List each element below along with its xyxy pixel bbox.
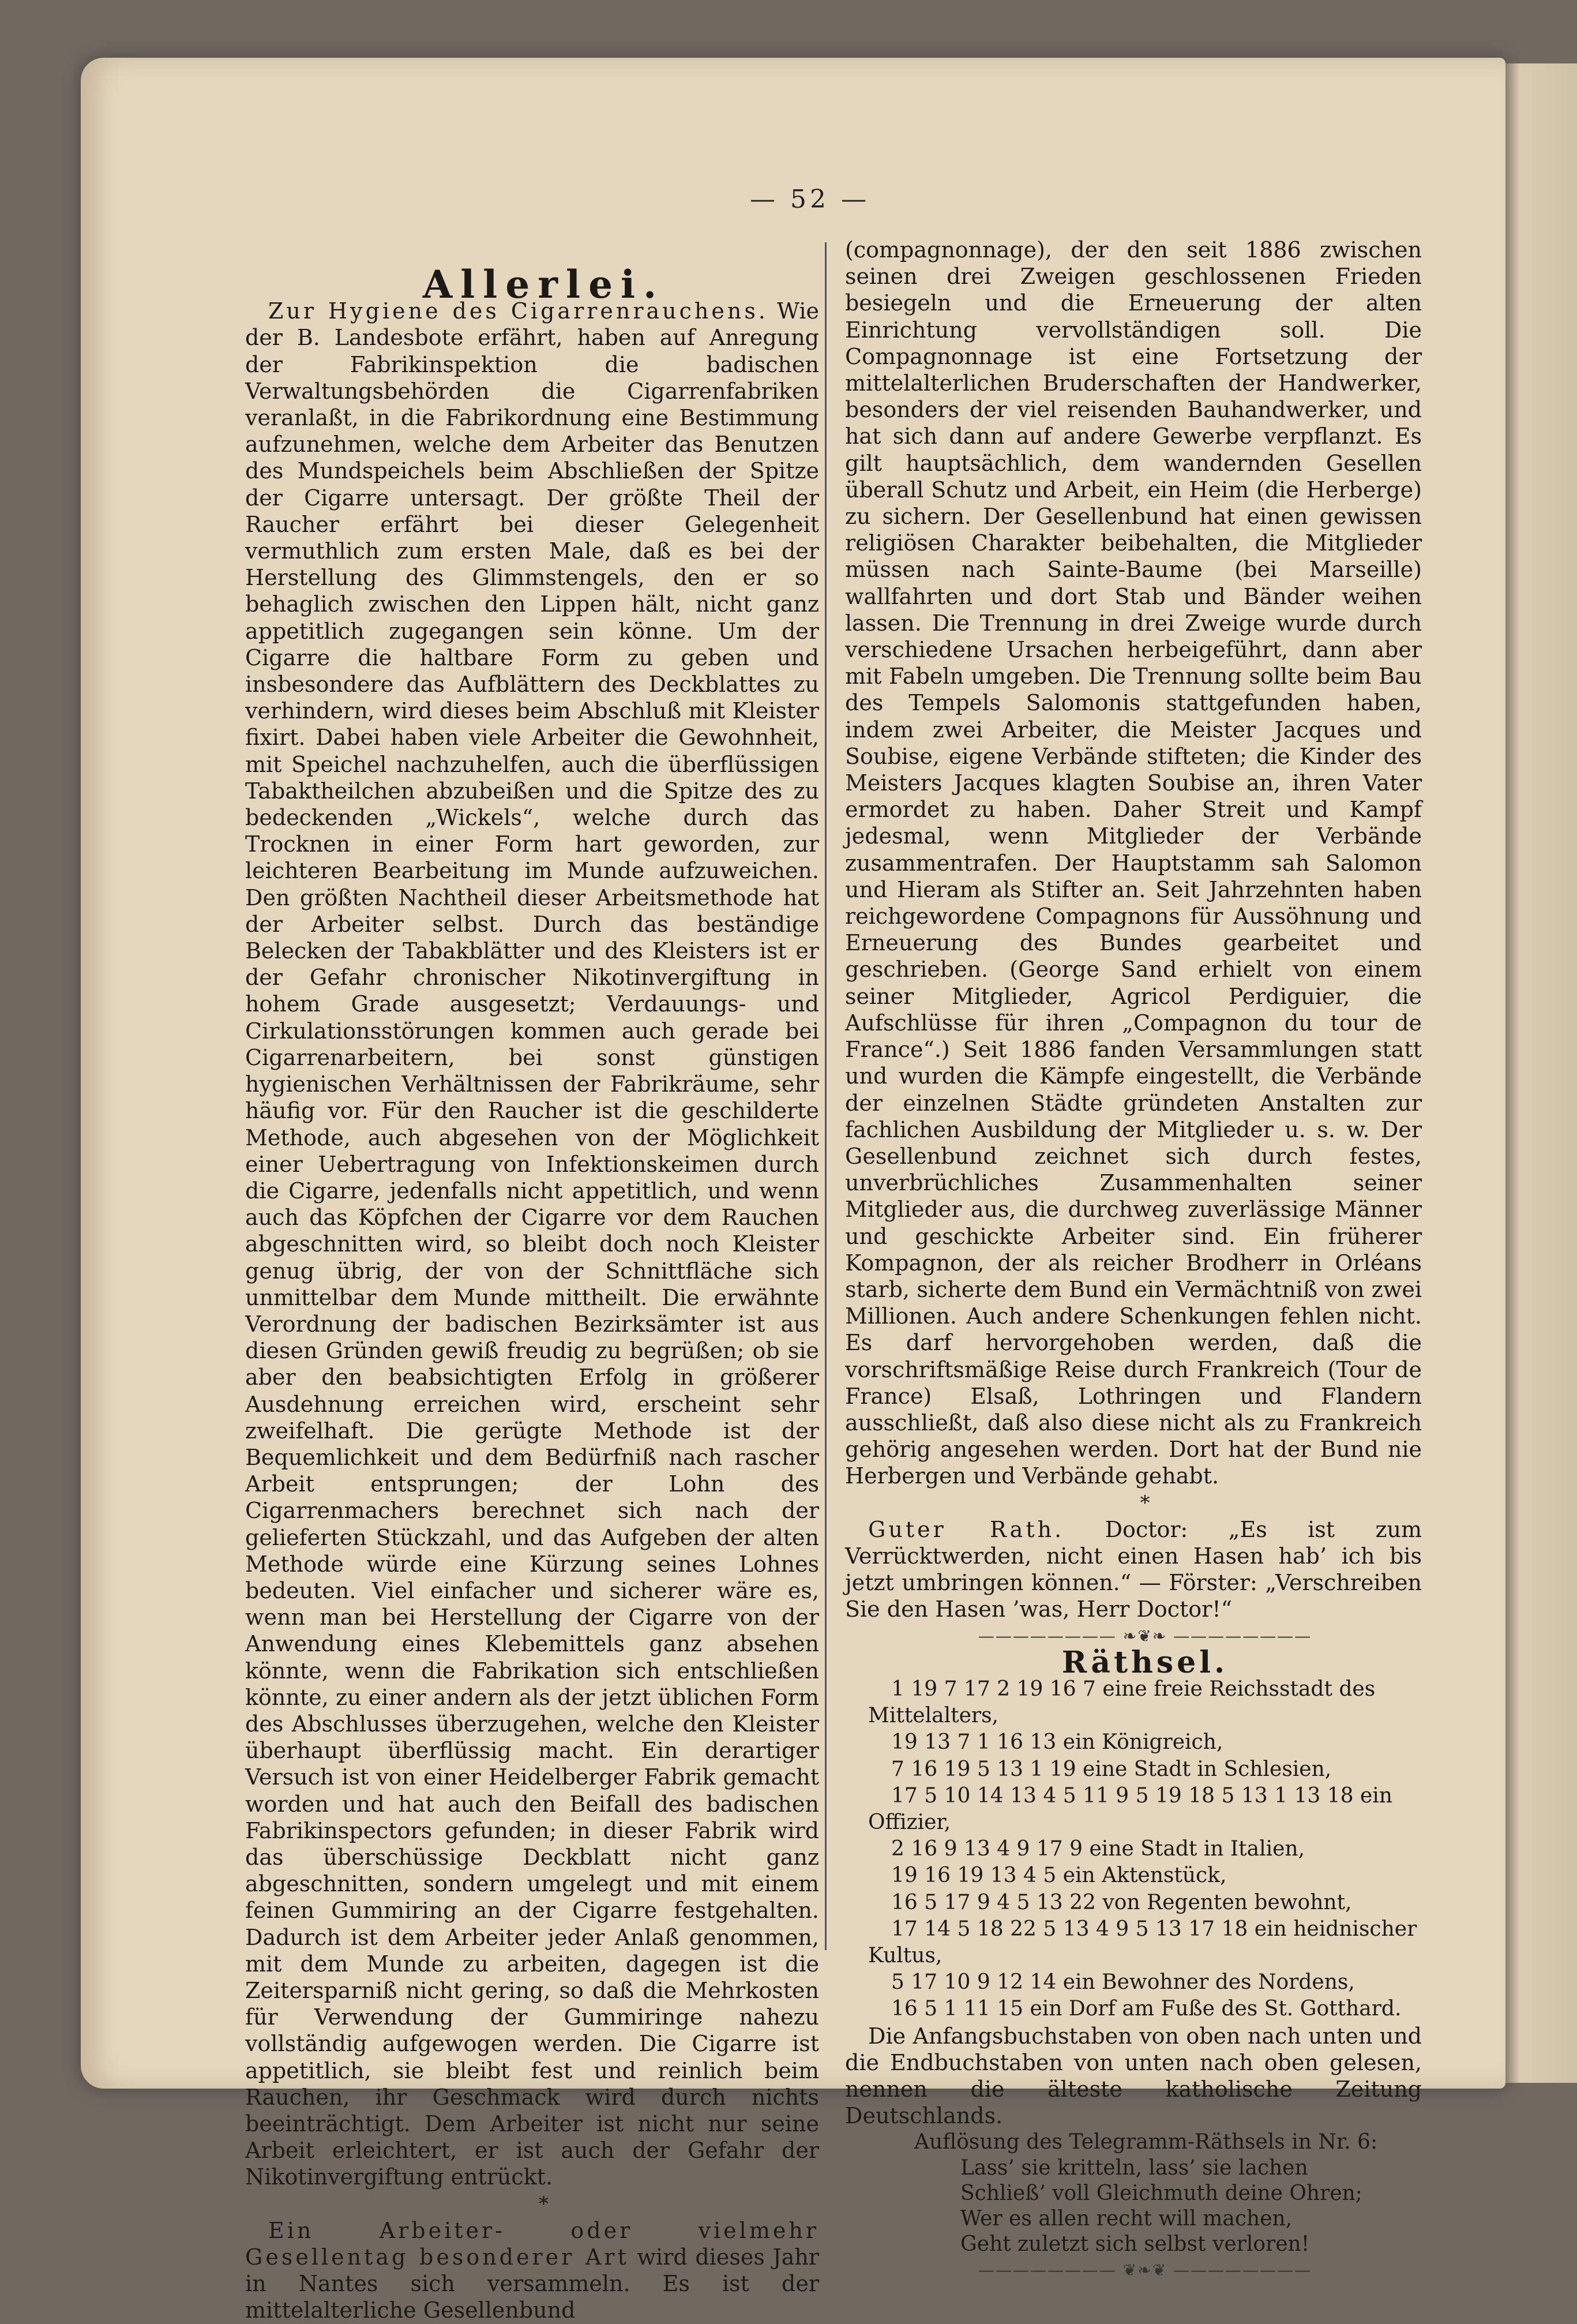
verse-line: Geht zuletzt sich selbst verloren!	[960, 2232, 1310, 2256]
ornament-divider-bottom: ———————— ❦❧❦ ————————	[978, 2261, 1312, 2280]
riddle-note: Die Anfangsbuchstaben von oben nach unten und die Endbuchstaben von unten nach oben gelesen, nennen die älteste katholische Zeitung Deutschlands.	[845, 2023, 1422, 2129]
page-number: — 52 —	[750, 185, 870, 214]
article-hygiene	[245, 298, 819, 2190]
ornament-divider: ———————— ❧❦❧ ————————	[978, 1626, 1312, 1645]
riddle-line: 17 5 10 14 13 4 5 11 9 5 19 18 5 13 1 13 18 ein Offizier,	[868, 1783, 1392, 1834]
riddle-line: 5 17 10 9 12 14 ein Bewohner des Nordens,	[891, 1970, 1355, 1995]
verse-line: Schließ’ voll Gleichmuth deine Ohren;	[960, 2181, 1362, 2206]
separator-star: *	[539, 2192, 549, 2216]
riddle-line: 19 16 19 13 4 5 ein Aktenstück,	[891, 1864, 1227, 1888]
article-gesellentag-text: wird dieses Jahr in Nantes sich versammeln. Es ist der mittelalterliche Gesellenbund	[245, 2244, 820, 2323]
article-gesellentag-lead: Ein Arbeiter- oder vielmehr Gesellentag besonderer Art	[245, 2217, 819, 2270]
riddle-line: 16 5 1 11 15 ein Dorf am Fuße des St. Gotthard.	[891, 1997, 1402, 2021]
column-divider	[825, 242, 827, 1950]
solution-title: Auflösung des Telegramm-Räthsels in Nr. 6:	[914, 2130, 1378, 2154]
left-column	[245, 262, 820, 2324]
solution-verse	[845, 2156, 1422, 2257]
article-gesellentag-continued: (compagnonnage), der den seit 1886 zwischen seinen drei Zweigen geschlossenen Frieden besiegeln und die Erneuerung der alten Einrichtung vervollständigen soll. Die Compagnonnage ist eine Fortsetzung der mittelalterlichen Bruderschaften der Handwerker, besonders der viel reisenden Bauhandwerker, und hat sich dann auf andere Gewerbe verpflanzt. Es gilt hauptsächlich, dem wandernden Gesellen überall Schutz und Arbeit, ein Heim (die Herberge) zu sichern. Der Gesellenbund hat einen gewissen religiösen Charakter beibehalten, die Mitglieder müssen nach Sainte-Baume (bei Marseille) wallfahrten und dort Stab und Bänder weihen lassen. Die Trennung in drei Zweige wurde durch verschiedene Ursachen herbeigeführt, dann aber mit Fabeln umgeben. Die Trennung sollte beim Bau des Tempels Salomonis stattgefunden haben, indem zwei Arbeiter, die Meister Jacques und Soubise, eigene Verbände stifteten; die Kinder des Meisters Jacques klagten Soubise an, ihren Vater ermordet zu haben. Daher Streit und Kampf jedesmal, wenn Mitglieder der Verbände zusammentrafen. Der Hauptstamm sah Salomon und Hieram als Stifter an. Seit Jahrzehnten haben reichgewordene Compagnons für Aussöhnung und Erneuerung des Bundes gearbeitet und geschrieben. (George Sand erhielt von einem seiner Mitglieder, Agricol Perdiguier, die Aufschlüsse für ihren „Compagnon du tour de France“.) Seit 1886 fanden Versammlungen statt und wurden die Kämpfe eingestellt, die Verbände der einzelnen Städte gründeten Anstalten zur fachlichen Ausbildung der Mitglieder u. s. w. Der Gesellenbund zeichnet sich durch festes, unverbrüchliches Zusammenhalten seiner Mitglieder aus, die durchweg zuverlässige Männer und geschickte Arbeiter sind. Ein früherer Kompagnon, der als reicher Brodherr in Orléans starb, sicherte dem Bund ein Vermächtniß von zwei Millionen. Auch andere Schenkungen fehlen nicht. Es darf hervorgehoben werden, daß die vorschriftsmäßige Reise durch Frankreich (Tour de France) Elsaß, Lothringen und Flandern ausschließt, daß also diese nicht als zu Frankreich gehörig angesehen werden. Dort hat der Bund nie Herbergen und Verbände gehabt.	[845, 237, 1422, 1489]
riddle-line: 17 14 5 18 22 5 13 4 9 5 13 17 18 ein heidnischer Kultus,	[868, 1917, 1417, 1967]
verse-line: Wer es allen recht will machen,	[960, 2207, 1293, 2231]
right-column	[845, 237, 1422, 2284]
next-page-edge	[1505, 63, 1577, 2083]
riddle-line: 19 13 7 1 16 13 ein Königreich,	[891, 1730, 1223, 1755]
riddle-line: 7 16 19 5 13 1 19 eine Stadt in Schlesien,	[891, 1757, 1332, 1781]
riddle-title: Räthsel.	[1061, 1644, 1229, 1680]
guter-rath	[845, 1516, 1422, 1623]
article-hygiene-text: Wie der B. Landesbote erfährt, haben auf Anregung der Fabrikinspektion die badischen Verwaltungsbehörden die Cigarrenfabriken veranlaßt, in die Fabrikordnung eine Bestimmung aufzunehmen, welche dem Arbeiter das Benutzen des Mundspeichels beim Abschließen der Spitze der Cigarre untersagt. Der größte Theil der Raucher erfährt bei dieser Gelegenheit vermuthlich zum ersten Male, daß es bei der Herstellung des Glimmstengels, den er so behaglich zwischen den Lippen hält, nicht ganz appetitlich zugegangen sein könne. Um der Cigarre die haltbare Form zu geben und insbesondere das Aufblättern des Deckblattes zu verhindern, wird dieses beim Abschluß mit Kleister fixirt. Dabei haben viele Arbeiter die Gewohnheit, mit Speichel nachzuhelfen, auch die überflüssigen Tabaktheilchen abzubeißen und die Spitze des zu bedeckenden „Wickels“, welche durch das Trocknen in einer Form hart geworden, zur leichteren Bearbeitung im Munde aufzuweichen. Den größten Nachtheil dieser Arbeitsmethode hat der Arbeiter selbst. Durch das beständige Belecken der Tabakblätter und des Kleisters ist er der Gefahr chronischer Nikotinvergiftung in hohem Grade ausgesetzt; Verdauungs- und Cirkulationsstörungen kommen auch gerade bei Cigarrenarbeitern, bei sonst günstigen hygienischen Verhältnissen der Fabrikräume, sehr häufig vor. Für den Raucher ist die geschilderte Methode, auch abgesehen von der Möglichkeit einer Uebertragung von Infektionskeimen durch die Cigarre, jedenfalls nicht appetitlich, und wenn auch das Köpfchen der Cigarre vor dem Rauchen abgeschnitten wird, so bleibt doch noch Kleister genug übrig, der von der Schnittfläche sich unmittelbar dem Munde mittheilt. Die erwähnte Verordnung der badischen Bezirksämter ist aus diesen Gründen gewiß freudig zu begrüßen; ob sie aber den beabsichtigten Erfolg in größerer Ausdehnung erreichen wird, erscheint sehr zweifelhaft. Die gerügte Methode ist der Bequemlichkeit und dem Bedürfniß nach rascher Arbeit entsprungen; der Lohn des Cigarrenmachers berechnet sich nach der gelieferten Stückzahl, und das Aufgeben der alten Methode würde eine Kürzung seines Lohnes bedeuten. Viel einfacher und sicherer wäre es, wenn man bei Herstellung der Cigarre von der Anwendung eines Klebemittels ganz absehen könnte, wenn die Fabrikation sich entschließen könnte, zu einer andern als der jetzt üblichen Form des Abschlusses überzugehen, welche den Kleister überhaupt überflüssig macht. Ein derartiger Versuch ist von einer Heidelberger Fabrik gemacht worden und hat auch den Beifall des badischen Fabrikinspectors gefunden; in dieser Fabrik wird das überschüssige Deckblatt nicht ganz abgeschnitten, sondern umgelegt und mit einem feinen Gummiring an der Cigarre festgehalten. Dadurch ist dem Arbeiter jeder Anlaß genommen, mit dem Munde zu arbeiten, dagegen ist die Zeitersparniß nicht gering, so daß die Mehrkosten für Verwendung der Gummiringe nahezu vollständig aufgewogen werden. Die Cigarre ist appetitlich, sie bleibt fest und reinlich beim Rauchen, ihr Geschmack wird durch nichts beeinträchtigt. Dem Arbeiter ist nicht nur seine Arbeit erleichtert, er ist auch der Gefahr der Nikotinvergiftung entrückt.	[245, 298, 819, 2190]
article-gesellentag	[245, 2217, 819, 2324]
separator-star-right: *	[1140, 1491, 1150, 1515]
riddle-line: 2 16 9 13 4 9 17 9 eine Stadt in Italien,	[891, 1837, 1305, 1861]
riddle-line: 1 19 7 17 2 19 16 7 eine freie Reichsstadt des Mittelalters,	[868, 1677, 1376, 1728]
riddle-lines	[845, 1676, 1422, 2023]
section-title: Allerlei.	[422, 262, 665, 307]
verse-line: Lass’ sie kritteln, lass’ sie lachen	[960, 2156, 1308, 2180]
guter-rath-text: Doctor: „Es ist zum Verrücktwerden, nicht einen Hasen hab’ ich bis jetzt umbringen können.“ — Förster: „Verschreiben Sie den Hasen ’was, Herr Doctor!“	[845, 1516, 1422, 1622]
guter-rath-lead: Guter Rath.	[868, 1516, 1065, 1542]
article-hygiene-lead: Zur Hygiene des Cigarrenrauchens.	[268, 298, 768, 324]
riddle-line: 16 5 17 9 4 5 13 22 von Regenten bewohnt,	[891, 1890, 1352, 1914]
